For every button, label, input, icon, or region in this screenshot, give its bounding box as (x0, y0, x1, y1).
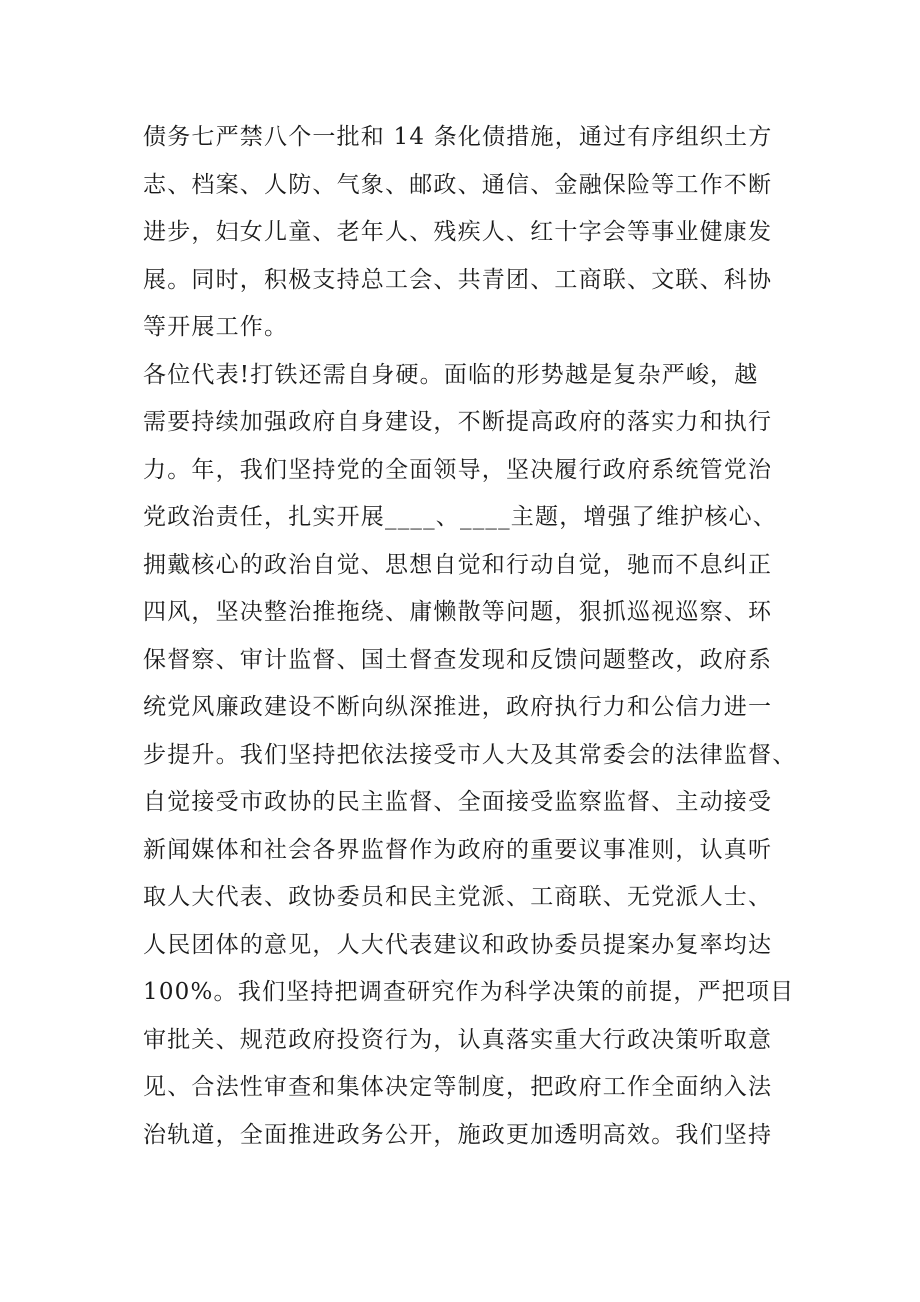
text-line: 等开展工作。 (143, 314, 289, 340)
text-line: 100%。我们坚持把调查研究作为科学决策的前提，严把项目 (143, 979, 795, 1005)
text-line: 力。年，我们坚持党的全面领导，坚决履行政府系统管党治 (143, 456, 773, 483)
text-line: 志、档案、人防、气象、邮政、通信、金融保险等工作不断 (143, 171, 773, 198)
text-line: 债务七严禁八个一批和 14 条化债措施，通过有序组织土方 (143, 124, 773, 150)
text-line: 人民团体的意见，人大代表建议和政协委员提案办复率均达 (143, 931, 773, 958)
text-line: 党政治责任，扎实开展____、____主题，增强了维护核心、 (143, 504, 777, 530)
text-line: 展。同时，积极支持总工会、共青团、工商联、文联、科协 (143, 266, 773, 293)
text-line: 四风，坚决整治推拖绕、庸懒散等问题，狠抓巡视巡察、环 (143, 599, 773, 625)
text-line: 自觉接受市政协的民主监督、全面接受监察监督、主动接受 (143, 789, 773, 815)
text-line: 需要持续加强政府自身建设，不断提高政府的落实力和执行 (143, 409, 773, 435)
body-text (143, 114, 798, 1159)
text-line: 治轨道，全面推进政务公开，施政更加透明高效。我们坚持 (143, 1121, 773, 1148)
text-line: 保督察、审计监督、国土督查发现和反馈问题整改，政府系 (143, 646, 773, 673)
text-line: 统党风廉政建设不断向纵深推进，政府执行力和公信力进一 (143, 694, 773, 720)
text-line: 拥戴核心的政治自觉、思想自觉和行动自觉，驰而不息纠正 (143, 551, 773, 578)
text-line: 新闻媒体和社会各界监督作为政府的重要议事准则，认真听 (143, 836, 773, 863)
text-line: 审批关、规范政府投资行为，认真落实重大行政决策听取意 (143, 1026, 773, 1053)
text-line: 取人大代表、政协委员和民主党派、工商联、无党派人士、 (143, 884, 773, 910)
text-line: 见、合法性审查和集体决定等制度，把政府工作全面纳入法 (143, 1074, 773, 1100)
text-line: 步提升。我们坚持把依法接受市人大及其常委会的法律监督、 (143, 741, 797, 768)
text-line: 各位代表!打铁还需自身硬。面临的形势越是复杂严峻，越 (143, 361, 759, 388)
text-line: 进步，妇女儿童、老年人、残疾人、红十字会等事业健康发 (143, 219, 773, 245)
